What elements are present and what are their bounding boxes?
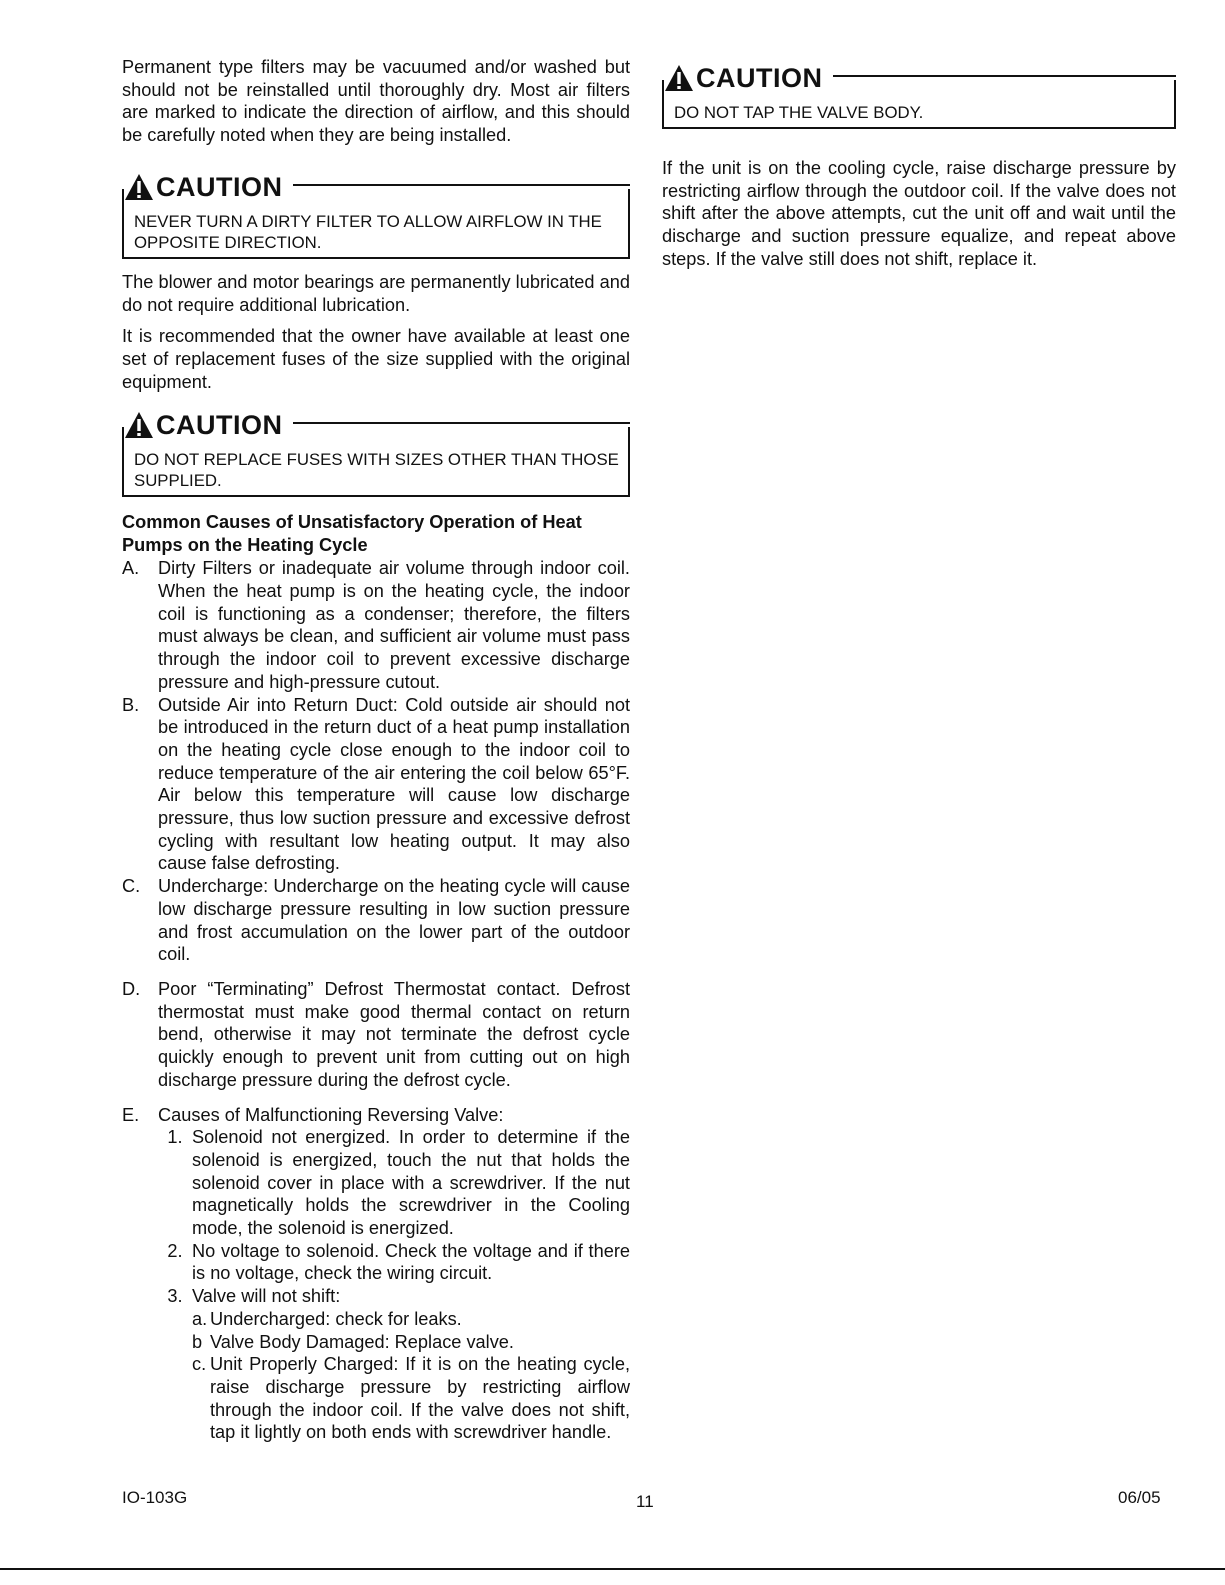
bottom-rule [0,1568,1225,1570]
cooling-cycle-paragraph: If the unit is on the cooling cycle, raise discharge pressure by restricting airflow through the outdoor coil. If the valve does not shift after the above attempts, cut the unit off and wait until the discharge and suction pressure equalize, and repeat above steps. If the valve still does not shift, replace it. [662,158,1176,269]
caution-title: CAUTION [156,410,283,441]
warning-icon [124,172,154,202]
caution-rule [293,184,631,186]
sub-sub-item-a: a. Undercharged: check for leaks. [192,1308,462,1329]
caution-title: CAUTION [696,63,823,93]
caution-box-fuses [122,410,630,497]
sub-item-1: 1. Solenoid not energized. In order to determine if the solenoid is energized, touch the nut that holds the solenoid cover in place with a screwdriver. If the nut magnetically holds the screwdriver in the Cooling mode, the solenoid is energized. [167,1127,630,1239]
sub-item-3: 3. Valve will not shift: [167,1286,341,1307]
sub-sub-item-c: c. Unit Properly Charged: If it is on the heating cycle, raise discharge pressure by restricting airflow through the indoor coil. If the valve does not shift, tap it lightly on both ends with screwdriver handle. [192,1354,630,1443]
caution-box-valve [662,63,1176,129]
list-item-d: D. Poor “Terminating” Defrost Thermostat contact. Defrost thermostat must make good thermal contact on return bend, otherwise it may not terminate the defrost cycle quickly enough to prevent unit from cutting out on high discharge pressure during the defrost cycle. [122,978,630,1090]
list-item-a: A. Dirty Filters or inadequate air volume through indoor coil. When the heat pump is on the heating cycle, the indoor coil is functioning as a condenser; therefore, the filters must always be clean, and sufficient air volume must pass through the indoor coil to prevent excessive discharge pressure and high-pressure cutout. [122,558,630,692]
caution-rule [833,75,1177,77]
caution-box-filter [122,171,630,259]
caution-title: CAUTION [156,171,283,202]
footer-date: 06/05 [1118,1488,1161,1507]
caution-rule [293,422,631,424]
left-column [122,56,630,1444]
list-item-b: B. Outside Air into Return Duct: Cold outside air should not be introduced in the return duct of a heat pump installation on the heating cycle close enough to the indoor coil to reduce temperature of the air entering the coil below 65°F. Air below this temperature will cause low discharge pressure, thus low suction pressure and excessive defrost cycling with resultant low heating output. It may also cause false defrosting. [122,694,630,874]
fuses-paragraph: It is recommended that the owner have available at least one set of replacement fuses of the size supplied with the original equipment. [122,326,630,392]
list-item-c: C. Undercharge: Undercharge on the heating cycle will cause low discharge pressure resulting in low suction pressure and frost accumulation on the lower part of the outdoor coil. [122,876,630,965]
right-column [662,62,1176,271]
bearings-paragraph: The blower and motor bearings are permanently lubricated and do not require additional lubrication. [122,271,630,315]
filters-paragraph: Permanent type filters may be vacuumed and/or washed but should not be reinstalled until thoroughly dry. Most air filters are marked to indicate the direction of airflow, and this should be carefully noted when they are being installed. [122,57,630,146]
warning-icon [124,410,154,440]
footer-doc-id: IO-103G [122,1488,188,1507]
warning-icon [664,63,694,93]
caution-text: DO NOT REPLACE FUSES WITH SIZES OTHER THAN THOSE SUPPLIED. [134,450,619,491]
sub-item-2: 2. No voltage to solenoid. Check the voltage and if there is no voltage, check the wiring circuit. [167,1240,630,1284]
caution-text: NEVER TURN A DIRTY FILTER TO ALLOW AIRFLOW IN THE OPPOSITE DIRECTION. [134,211,602,252]
section-heading: Common Causes of Unsatisfactory Operation of Heat Pumps on the Heating Cycle [122,512,582,556]
sub-sub-item-b: b Valve Body Damaged: Replace valve. [192,1331,514,1352]
caution-text: DO NOT TAP THE VALVE BODY. [674,103,924,122]
footer-page-number: 11 [636,1492,654,1511]
list-item-e: E. Causes of Malfunctioning Reversing Valve: [122,1104,504,1125]
